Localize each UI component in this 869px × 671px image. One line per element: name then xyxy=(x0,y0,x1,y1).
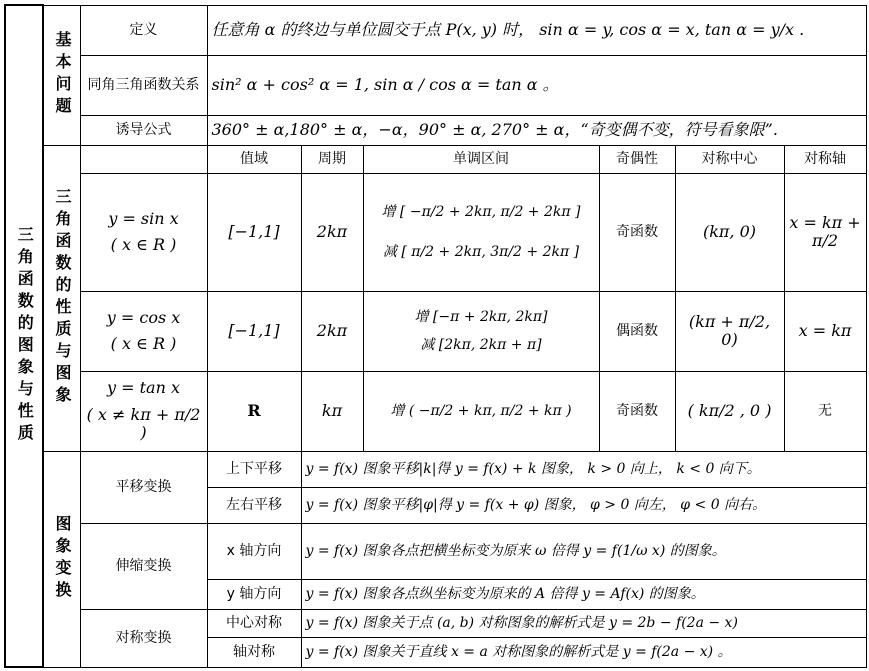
row-label-definition: 定义 xyxy=(80,5,207,55)
center-sin: (kπ, 0) xyxy=(675,173,784,291)
sub-axis-symmetry: 轴对称 xyxy=(207,637,301,667)
content-vertical-shift: y = f(x) 图象平移|k|得 y = f(x) + k 图象， k > 0 向上， k < 0 向下。 xyxy=(301,451,866,487)
content-horizontal-shift: y = f(x) 图象平移|φ|得 y = f(x + φ) 图象， φ > 0 向左， φ < 0 向右。 xyxy=(301,487,866,523)
center-tan: ( kπ/2 , 0 ) xyxy=(675,371,784,451)
axis-tan: 无 xyxy=(784,371,866,451)
range-sin: [−1,1] xyxy=(207,173,301,291)
identity-content: sin² α + cos² α = 1, sin α / cos α = tan α 。 xyxy=(207,55,866,115)
func-cos: y = cos x xyxy=(106,307,181,327)
induction-content: 360° ± α,180° ± α，−α，90° ± α, 270° ± α，“奇变偶不变，符号看象限”. xyxy=(207,115,866,145)
parity-tan: 奇函数 xyxy=(599,371,675,451)
func-sin-cell xyxy=(80,173,207,291)
func-cos-cell xyxy=(80,291,207,371)
group-symmetry: 对称变换 xyxy=(80,609,207,667)
domain-tan: ( x ≠ kπ + π/2 ) xyxy=(86,404,201,443)
parity-sin: 奇函数 xyxy=(599,173,675,291)
group-translation: 平移变换 xyxy=(80,451,207,523)
range-tan: R xyxy=(207,371,301,451)
sub-center-symmetry: 中心对称 xyxy=(207,609,301,637)
content-y-scale: y = f(x) 图象各点纵坐标变为原来的 A 倍得 y = Af(x) 的图象。 xyxy=(301,579,866,609)
header-parity: 奇偶性 xyxy=(599,145,675,173)
period-sin: 2kπ xyxy=(301,173,363,291)
header-empty xyxy=(80,145,207,173)
domain-sin: ( x ∈ R ) xyxy=(110,235,177,254)
content-x-scale: y = f(x) 图象各点把横坐标变为原来 ω 倍得 y = f(1/ω x) 的图象。 xyxy=(301,523,866,579)
parity-cos: 偶函数 xyxy=(599,291,675,371)
section3-title: 图象变换 xyxy=(43,451,80,667)
func-sin: y = sin x xyxy=(108,208,179,228)
sub-vertical-shift: 上下平移 xyxy=(207,451,301,487)
section2-title: 三角函数的性质与图象 xyxy=(43,145,80,451)
mono-cos-cell xyxy=(363,291,599,371)
section1-title: 基本问题 xyxy=(43,5,80,145)
definition-content: 任意角 α 的终边与单位圆交于点 P(x, y) 时， sin α = y, cos α = x, tan α = y/x . xyxy=(207,5,866,55)
header-center: 对称中心 xyxy=(675,145,784,173)
group-scaling: 伸缩变换 xyxy=(80,523,207,609)
period-cos: 2kπ xyxy=(301,291,363,371)
row-label-induction: 诱导公式 xyxy=(80,115,207,145)
mono-sin-cell xyxy=(363,173,599,291)
mono-sin-increase: 增 [ −π/2 + 2kπ, π/2 + 2kπ ] xyxy=(381,203,581,220)
func-tan-cell xyxy=(80,371,207,451)
range-cos: [−1,1] xyxy=(207,291,301,371)
outer-title: 三角函数的图象与性质 xyxy=(5,5,43,667)
period-tan: kπ xyxy=(301,371,363,451)
sub-horizontal-shift: 左右平移 xyxy=(207,487,301,523)
mono-tan: 增 ( −π/2 + kπ, π/2 + kπ ) xyxy=(363,371,599,451)
row-label-identity: 同角三角函数关系 xyxy=(80,55,207,115)
sub-y-scale: y 轴方向 xyxy=(207,579,301,609)
header-range: 值域 xyxy=(207,145,301,173)
header-axis: 对称轴 xyxy=(784,145,866,173)
center-cos: (kπ + π/2, 0) xyxy=(675,291,784,371)
content-center-symmetry: y = f(x) 图象关于点 (a, b) 对称图象的解析式是 y = 2b − f(2a − x) xyxy=(301,609,866,637)
trig-summary-table xyxy=(4,4,867,668)
header-period: 周期 xyxy=(301,145,363,173)
axis-cos: x = kπ xyxy=(784,291,866,371)
header-monotonic: 单调区间 xyxy=(363,145,599,173)
domain-cos: ( x ∈ R ) xyxy=(110,334,177,353)
func-tan: y = tan x xyxy=(107,378,180,398)
mono-cos-increase: 增 [−π + 2kπ, 2kπ] xyxy=(414,308,548,325)
sub-x-scale: x 轴方向 xyxy=(207,523,301,579)
axis-sin: x = kπ + π/2 xyxy=(784,173,866,291)
mono-cos-decrease: 减 [2kπ, 2kπ + π] xyxy=(420,337,542,353)
content-axis-symmetry: y = f(x) 图象关于直线 x = a 对称图象的解析式是 y = f(2a − x) 。 xyxy=(301,637,866,667)
mono-sin-decrease: 减 [ π/2 + 2kπ, 3π/2 + 2kπ ] xyxy=(382,244,580,260)
